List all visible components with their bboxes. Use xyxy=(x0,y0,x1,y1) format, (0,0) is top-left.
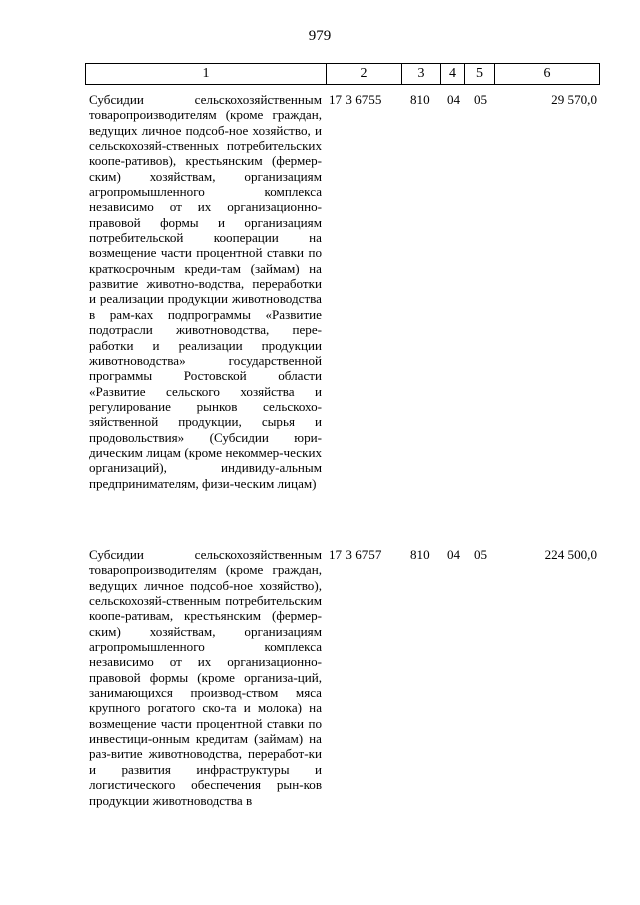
row-vr: 810 xyxy=(410,547,430,562)
header-col-5: 5 xyxy=(465,64,495,84)
header-col-2: 2 xyxy=(327,64,402,84)
row-amount: 224 500,0 xyxy=(544,547,597,562)
header-col-4: 4 xyxy=(441,64,465,84)
row-vr: 810 xyxy=(410,92,430,107)
header-col-3: 3 xyxy=(402,64,441,84)
row-pr: 05 xyxy=(474,547,488,562)
row-description: Субсидии сельскохозяйственным товаропроизводителям (кроме граждан, ведущих личное подсоб-ное хозяйство), сельскохозяй-ственным потребительским коопе-ративам, крестьянским (фермер-ским) хозяйствам, организациям агропромышленного комплекса независимо от их организационно-правовой формы (кроме организа-ций, занимающихся производ-ством мяса крупного рогатого ско-та и молока) на возмещение части процентной ставки по инвестици-онным кредитам (займам) на раз-витие животноводства, переработ-ки и развития инфраструктуры и логистического обеспечения рын-ков продукции животноводства в xyxy=(89,547,322,808)
header-col-6: 6 xyxy=(543,66,551,81)
row-code: 17 3 6757 xyxy=(329,547,382,562)
row-pr: 05 xyxy=(474,92,488,107)
row-amount: 29 570,0 xyxy=(551,92,597,107)
table-header xyxy=(85,63,600,85)
row-rz: 04 xyxy=(447,547,461,562)
header-col-1: 1 xyxy=(86,64,327,84)
page-number: 979 xyxy=(308,28,332,44)
row-description: Субсидии сельскохозяйственным товаропроизводителям (кроме граждан, ведущих личное подсоб-ное хозяйство, и сельскохозяй-ственных потребительских коопе-ративов), крестьянским (фермер-ским) хозяйствам, организациям агропромышленного комплекса независимо от их организационно-правовой формы и организациям потребительской кооперации на возмещение части процентной ставки по краткосрочным креди-там (займам) на развитие животно-водства, переработки и реализации продукции животноводства в рам-ках подпрограммы «Развитие подотрасли животноводства, пере-работки и реализации продукции животноводства» государственной программы Ростовской области «Развитие сельского хозяйства и регулирование рынков сельскохо-зяйственной продукции, сырья и продовольствия» (Субсидии юри-дическим лицам (кроме некоммер-ческих организаций), индивиду-альным предпринимателям, физи-ческим лицам) xyxy=(89,92,322,491)
row-code: 17 3 6755 xyxy=(329,92,382,107)
row-rz: 04 xyxy=(447,92,461,107)
